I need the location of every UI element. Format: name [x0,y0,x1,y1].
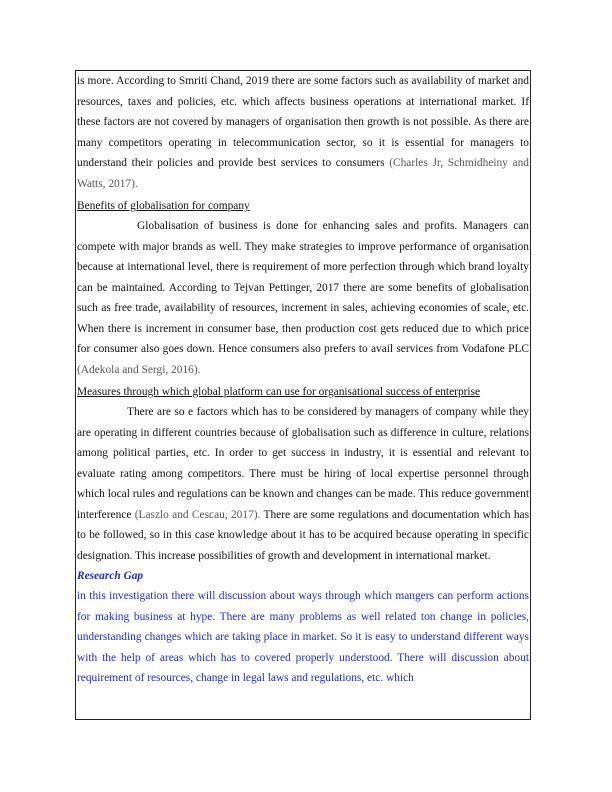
paragraph-measures-text-b: There are some regulations and documentation which has to be followed, so in this case knowledge about it has to be acquired because operating in specific designation. This increase possibilities of growth and development in international market. [77,508,530,562]
citation-charles: (Charles Jr, Schmidheiny and Watts, 2017). [77,157,529,190]
paragraph-intro-text: is more. According to Smriti Chand, 2019 there are some factors such as availability of market and resources, taxes and policies, etc. which affects business operations at international market. If these factors are not covered by managers of organisation then growth is not possible. As there are many competitors operating in telecommunication sector, so it is essential for managers to understand their policies and provide best services to consumers [77,75,529,169]
citation-laszlo: (Laszlo and Cescau, 2017). [134,508,261,521]
heading-research-gap: Research Gap [77,570,144,582]
document-page-frame [75,70,531,720]
heading-benefits: Benefits of globalisation for company [77,200,250,212]
heading-measures: Measures through which global platform can use for organisational success of enterprise [77,386,481,398]
paragraph-benefits-text: Globalisation of business is done for enhancing sales and profits. Managers can compete with major brands as well. They make strategies to improve performance of organisation because at international level, there is requirement of more perfection through which brand loyalty can be maintained. According to Tejvan Pettinger, 2017 there are some benefits of globalisation such as free trade, availability of resources, increment in sales, achieving economies of scale, etc. When there is increment in consumer base, then production cost gets reduced due to which price for consumer also goes down. Hence consumers also prefers to avail services from Vodafone PLC [77,220,529,355]
paragraph-measures-text-a: There are so e factors which has to be considered by managers of company while they are operating in different countries because of globalisation such as difference in culture, relations among political parties, etc. In order to get success in industry, it is essential and relevant to evaluate rating among competitors. There must be hiring of local expertise personnel through which local rules and regulations can be known and changes can be made. This reduce government interference [77,406,529,521]
citation-adekola: (Adekola and Sergi, 2016). [77,363,201,376]
paragraph-measures [77,402,529,566]
paragraph-intro [77,71,529,194]
paragraph-research-gap: in this investigation there will discussion about ways through which mangers can perform actions for making business at hype. There are many problems as well related ton change in policies, understanding changes which are taking place in market. So it is easy to understand different ways with the help of areas which has to covered properly understood. There will discussion about requirement of resources, change in legal laws and regulations, etc. which [77,590,529,684]
paragraph-benefits [77,216,529,380]
